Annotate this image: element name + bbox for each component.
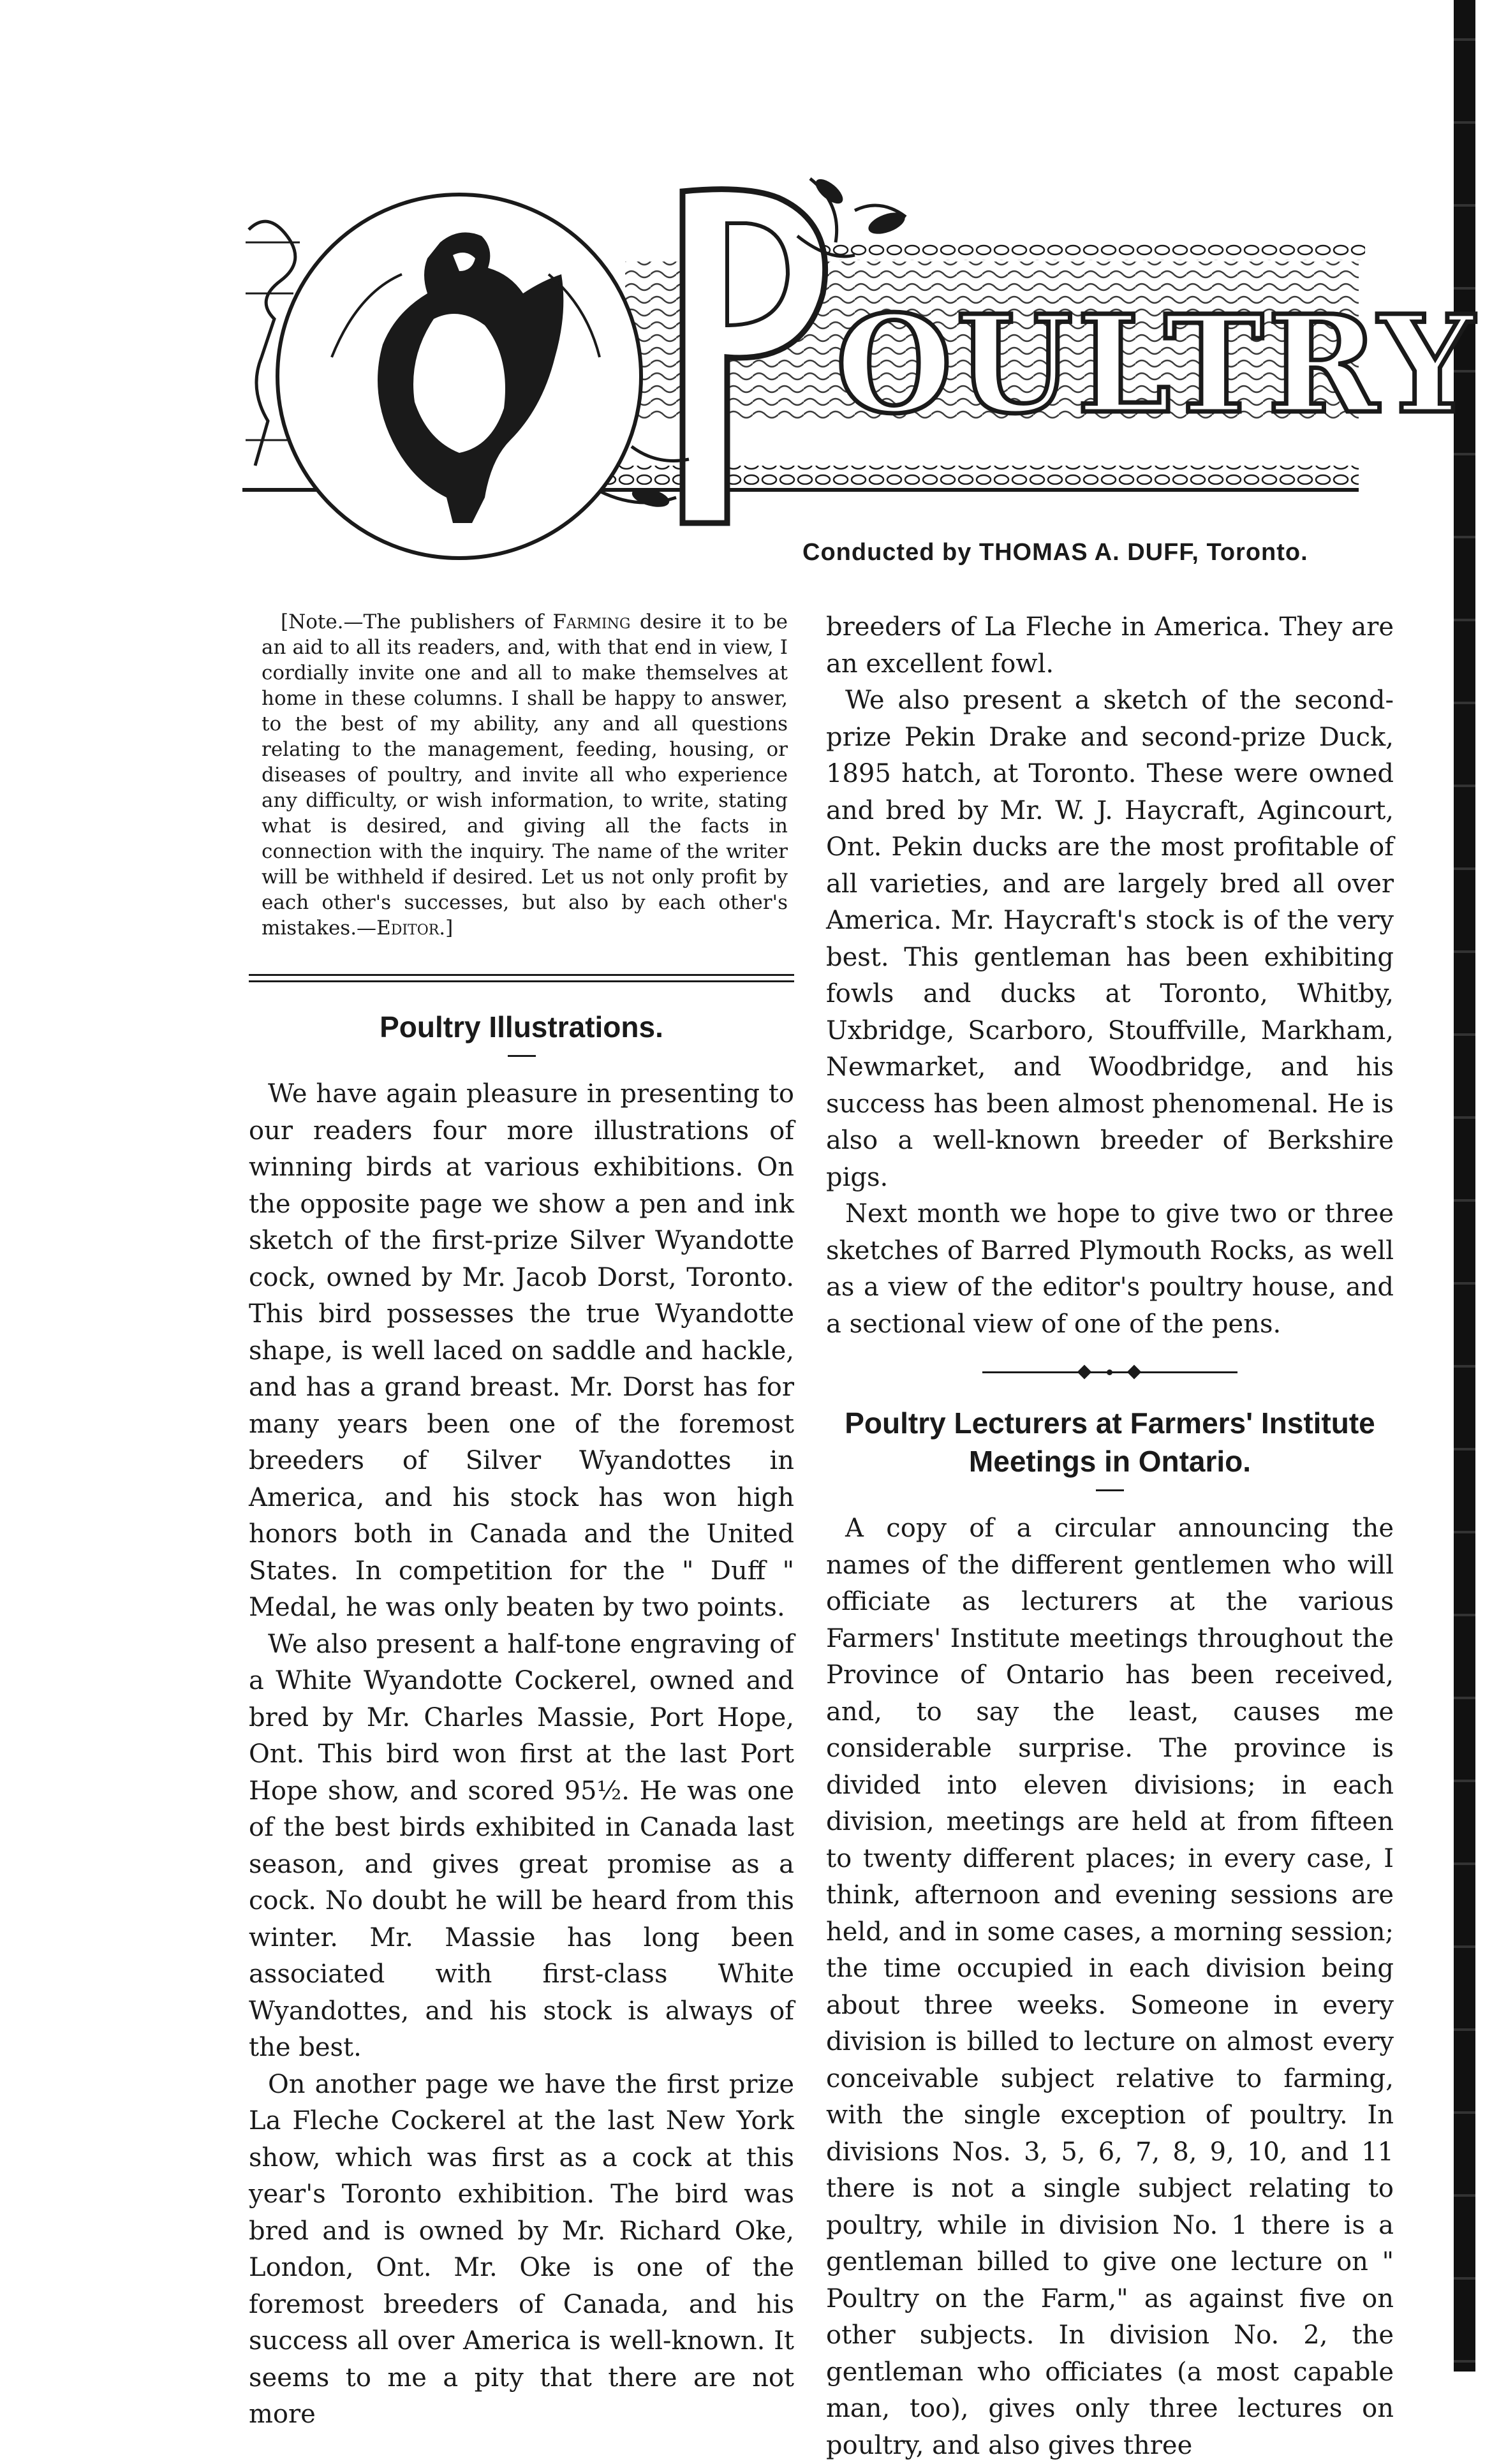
paragraph-continued: breeders of La Fleche in America. They are an excellent fowl. [826, 612, 1394, 679]
short-rule [508, 1055, 536, 1057]
editor-note: [Note.—The publishers of Farming desire it to be an aid to all its readers, and, with that end in view, I cordially invite one and all to make themselves at home in these columns. I shall be happy to answer, to the best of my ability, any and all questions relating to the management, feeding, housing, or diseases of poultry, and invite all who experience any difficulty, or wish information, to write, stating what is desired, and giving all the facts in connection with the inquiry. The name of the writer will be withheld if desired. Let us not only profit by each other's successes, but also by each other's mistakes.—Editor.] [262, 610, 788, 940]
byline: Conducted by THOMAS A. DUFF, Toronto. [802, 539, 1308, 566]
banner-letters: OULTRY [836, 286, 1478, 443]
short-rule [1096, 1489, 1124, 1491]
heading-poultry-illustrations: Poultry Illustrations. [380, 1010, 663, 1044]
banner-chain-top [740, 241, 1365, 260]
left-column [249, 609, 794, 2433]
paragraph: We also present a half-tone engraving of a White Wyandotte Cockerel, owned and bred by Mr. Charles Massie, Port Hope, Ont. This bird won first at the last Port Hope show, and scored 95½. He was one of the best birds exhibited in Canada last season, and gives great promise as a cock. No doubt he will be heard from this winter. Mr. Massie has long been associated with first-class White Wyandottes, and his stock is always of the best. [249, 1629, 794, 2062]
paragraph: Next month we hope to give two or three sketches of Barred Plymouth Rocks, as well as a view of the editor's poultry house, and a sectional view of one of the pens. [826, 1199, 1394, 1339]
section-ornament [982, 1364, 1237, 1380]
right-column [826, 609, 1394, 2464]
paragraph: A copy of a circular announcing the names of the different gentlemen who will officiate as lecturers at the various Farmers' Institute meetings throughout the Province of Ontario has been received, and, to say the least, causes me considerable surprise. The province is divided into eleven divisions; in each division, meetings are held at from fifteen to twenty different places; in every case, I think, afternoon and evening sessions are held, and in some cases, a morning session; the time occupied in each division being about three weeks. Someone in every division is billed to lecture on almost every conceivable subject relative to farming, with the single exception of poultry. In divisions Nos. 3, 5, 6, 7, 8, 9, 10, and 11 there is not a single subject relating to poultry, while in division No. 1 there is a gentleman billed to give one lecture on " Poultry on the Farm," as against five on other subjects. In division No. 2, the gentleman who officiates (a most capable man, too), gives only three lectures on poultry, and also gives three [826, 1514, 1394, 2460]
rooster-vignette [277, 195, 641, 558]
paragraph: We also present a sketch of the second-prize Pekin Drake and second-prize Duck, 1895 hatch, at Toronto. These were owned and bred by Mr. W. J. Haycraft, Agincourt, Ont. Pekin ducks are the most profitable of all varieties, and are largely bred all over America. Mr. Haycraft's stock is of the very best. This gentleman has been exhibiting fowls and ducks at Toronto, Whitby, Uxbridge, Scarboro, Stouffville, Markham, Newmarket, and Woodbridge, and his success has been almost phenomenal. He is also a well-known breeder of Berkshire pigs. [826, 686, 1394, 1192]
paragraph: On another page we have the first prize La Fleche Cockerel at the last New York show, which was first as a cock at this year's Toronto exhibition. The bird was bred and is owned by Mr. Richard Oke, London, Ont. Mr. Oke is one of the foremost breeders of Canada, and his success all over America is well-known. It seems to me a pity that there are not more [249, 2069, 794, 2429]
double-rule-divider [249, 974, 794, 982]
heading-poultry-lecturers: Poultry Lecturers at Farmers' Institute Meetings in Ontario. [845, 1406, 1375, 1478]
paragraph: We have again pleasure in presenting to our readers four more illustrations of winning birds at various exhibitions. On the opposite page we show a pen and ink sketch of the first-prize Silver Wyandotte cock, owned by Mr. Jacob Dorst, Toronto. This bird possesses the true Wyandotte shape, is well laced on saddle and hackle, and has a grand breast. Mr. Dorst has for many years been one of the foremost breeders of Silver Wyandottes in America, and his stock has won high honors both in Canada and the United States. In competition for the " Duff " Medal, he was only beaten by two points. [249, 1079, 794, 1622]
poultry-header-banner [242, 166, 1478, 549]
